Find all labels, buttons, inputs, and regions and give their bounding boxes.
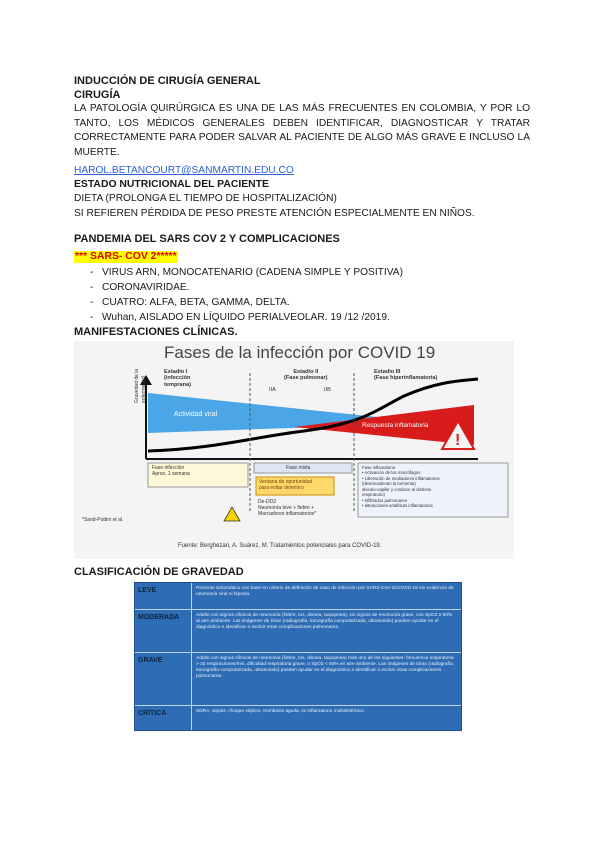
document-title: INDUCCIÓN DE CIRUGÍA GENERAL — [74, 75, 261, 87]
section-title-cirugia: CIRUGÍA — [74, 89, 121, 101]
sars-highlight: *** SARS- COV 2***** — [75, 250, 177, 262]
intro-paragraph: LA PATOLOGÍA QUIRÚRGICA ES UNA DE LAS MÁS FRECUENTES EN COLOMBIA, Y POR LO TANTO, LOS MÉDICOS GENERALES DEBEN IDENTIFICAR, DIAGNOSTICAR Y TRATAR CORRECTAMENTE PARA PODER SALVAR AL PACIENTE DE ALGO MÁS GRAVE E INCLUSO LA MUERTE. — [74, 103, 530, 158]
figure-title: Fases de la infección por COVID 19 — [164, 342, 436, 362]
nutrition-heading: ESTADO NUTRICIONAL DEL PACIENTE — [74, 179, 269, 191]
window-detail-text: De-DD2 Neumonía leve + fiebre + Marcadores inflamatorios* — [258, 498, 317, 517]
stage-2b-label: IIB — [324, 386, 331, 393]
severity-heading: CLASIFICACIÓN DE GRAVEDAD — [74, 565, 244, 578]
table-row — [135, 706, 461, 730]
nutrition-line-2: SI REFIEREN PÉRDIDA DE PESO PRESTE ATENCIÓN ESPECIALMENTE EN NIÑOS. — [74, 207, 475, 219]
pandemic-list — [74, 265, 530, 325]
list-item: - CORONAVIRIDAE. — [90, 280, 530, 295]
severity-level: MODERADA — [138, 613, 180, 621]
figure-source: Fuente: Berghezan, A. Suárez, M. Tratamientos potenciales para COVID-19. — [178, 542, 382, 549]
email-link[interactable]: HAROL.BETANCOURT@SANMARTIN.EDU.CO — [74, 165, 294, 177]
document-page — [74, 74, 530, 731]
severity-description: Adulto con signos clínicos de neumonía (fiebre, tos, disnea, taquipnea), sin signos de neumonía grave, con SpO2 ≥ 90% al aire ambiente. Las imágenes de tórax (radiografía, tomografía computarizada, ultrasonido) pueden ayudar en el diagnóstico e identificar o excluir otras complicaciones pulmonares. — [191, 610, 461, 652]
severity-table — [134, 582, 462, 731]
covid-phases-figure — [74, 341, 514, 559]
severity-description: Adulto con signos clínicos de neumonía (fiebre, tos, disnea, taquipnea) más uno de los siguientes: frecuencia respiratoria > 30 respiraciones/min, dificultad respiratoria grave, o SpO2 < 90% en aire ambiente. Las imágenes de tórax (radiografía, tomografía computarizada, ultrasonido) pueden ayudar en el diagnóstico e identificar o excluir otras complicaciones pulmonares. — [191, 653, 461, 705]
list-item: - Wuhan, AISLADO EN LÍQUIDO PERIALVEOLAR. 19 /12 /2019. — [90, 310, 530, 325]
severity-level: GRAVE — [138, 656, 163, 664]
inflammatory-label: Respuesta inflamatoria — [362, 421, 429, 429]
table-row — [135, 653, 461, 706]
stage-2a-label: IIA — [269, 386, 276, 393]
y-axis-label: Gravedad de la enfermedad — [134, 368, 147, 403]
svg-text:!: ! — [455, 431, 461, 449]
phase1-text: Fase infección Aprox. 1 semana — [152, 464, 190, 477]
severity-level: LEVE — [138, 586, 157, 594]
manifestations-heading: MANIFESTACIONES CLÍNICAS. — [74, 325, 238, 338]
stage-1-label: Estadio I (infección temprana) — [164, 368, 192, 388]
pandemic-heading: PANDEMIA DEL SARS COV 2 Y COMPLICACIONES — [74, 232, 340, 245]
stage-2-label: Estadio II (Fase pulmonar) — [284, 368, 328, 382]
phase2-text: Fase mixta — [286, 464, 311, 471]
severity-description: Paciente sintomático con base en criterio de definición de caso de infección por SARS-CoV-2/COVID-19 sin evidencia de neumonía viral ni hipoxia. — [191, 583, 461, 609]
window-text: Ventana de oportunidad para evitar deterioro — [259, 478, 313, 491]
table-row — [135, 583, 461, 610]
table-row — [135, 610, 461, 653]
viral-activity-label: Actividad viral — [174, 410, 218, 418]
phase3-text: Fase inflamatoria • Activación de los macrófagos • Liberación de mediadores inflamatorios (desencadenan la tormenta) alveolo-capilar y conduce al distress respiratorio) • Infiltrados pulmonares • alteraciones analíticas inflamatorias — [362, 464, 440, 509]
small-warning-icon — [224, 507, 240, 521]
severity-description: SDRA, sepsis, choque séptico, trombosis aguda, sx inflamatorio multisistémico. — [191, 706, 461, 730]
severity-level: CRÍTICA — [138, 709, 167, 717]
nutrition-line-1: DIETA (PROLONGA EL TIEMPO DE HOSPITALIZACIÓN) — [74, 193, 337, 205]
figure-author: *Sardi-Puttini et al. — [82, 516, 124, 523]
list-item: - CUATRO: ALFA, BETA, GAMMA, DELTA. — [90, 295, 530, 310]
stage-3-label: Estadio III (Fase hiperinflamatoria) — [374, 368, 438, 382]
list-item: - VIRUS ARN, MONOCATENARIO (CADENA SIMPLE Y POSITIVA) — [90, 265, 530, 280]
